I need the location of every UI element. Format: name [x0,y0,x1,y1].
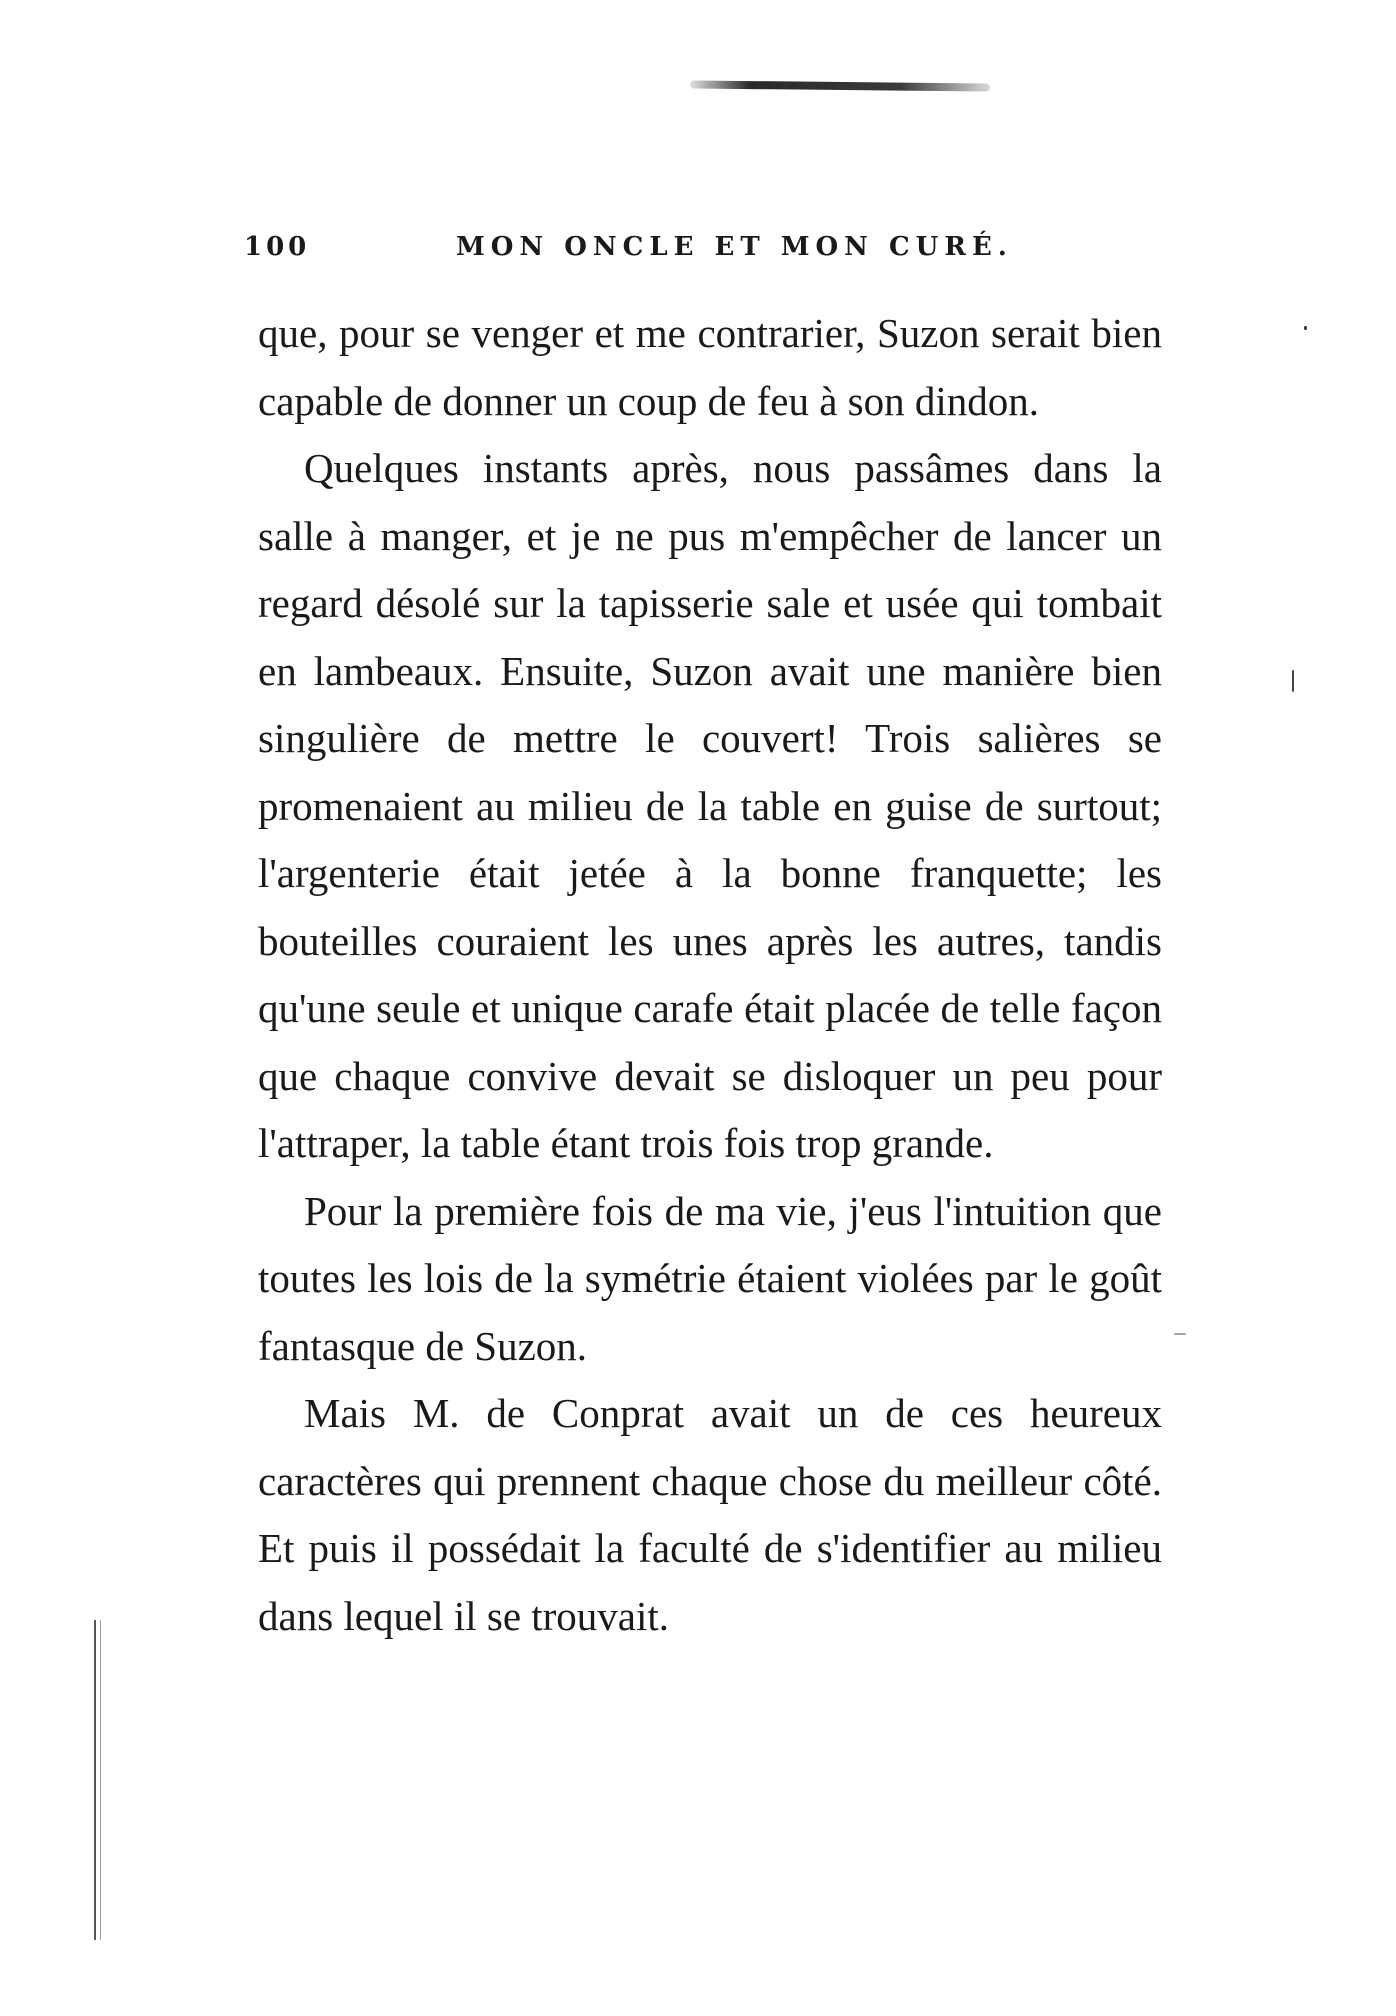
paragraph-2: Quelques instants après, nous passâmes dans la salle à manger, et je ne pus m'empêcher de lancer un regard désolé sur la tapisserie sale et usée qui tombait en lambeaux. Ensuite, Suzon avait une manière bien singulière de mettre le couvert! Trois salières se promenaient au milieu de la table en guise de surtout; l'argenterie était jetée à la bonne franquette; les bouteilles couraient les unes après les autres, tandis qu'une seule et unique carafe était placée de telle façon que chaque convive devait se disloquer un peu pour l'attraper, la table étant trois fois trop grande. [258,445,1162,1166]
paragraph-3: Pour la première fois de ma vie, j'eus l'intuition que toutes les lois de la symétrie étaient violées par le goût fantasque de Suzon. [258,1187,1162,1369]
printer-rule [690,80,990,91]
page-number: 100 [244,232,311,262]
paragraph-4: Mais M. de Conprat avait un de ces heureux caractères qui prennent chaque chose du meilleur côté. Et puis il possédait la faculté de s'identifier au milieu dans lequel il se trouvait. [258,1390,1162,1639]
margin-binding-mark [94,1620,101,1940]
running-title: MON ONCLE ET MON CURÉ. [456,232,1013,262]
ink-speck [1304,326,1307,330]
page-header [244,232,1174,282]
ink-speck [1292,670,1294,692]
page-body [258,300,1162,1650]
ink-speck [1174,1333,1186,1335]
paragraph-1: que, pour se venger et me contrarier, Suzon serait bien capable de donner un coup de feu à son dindon. [258,310,1162,424]
